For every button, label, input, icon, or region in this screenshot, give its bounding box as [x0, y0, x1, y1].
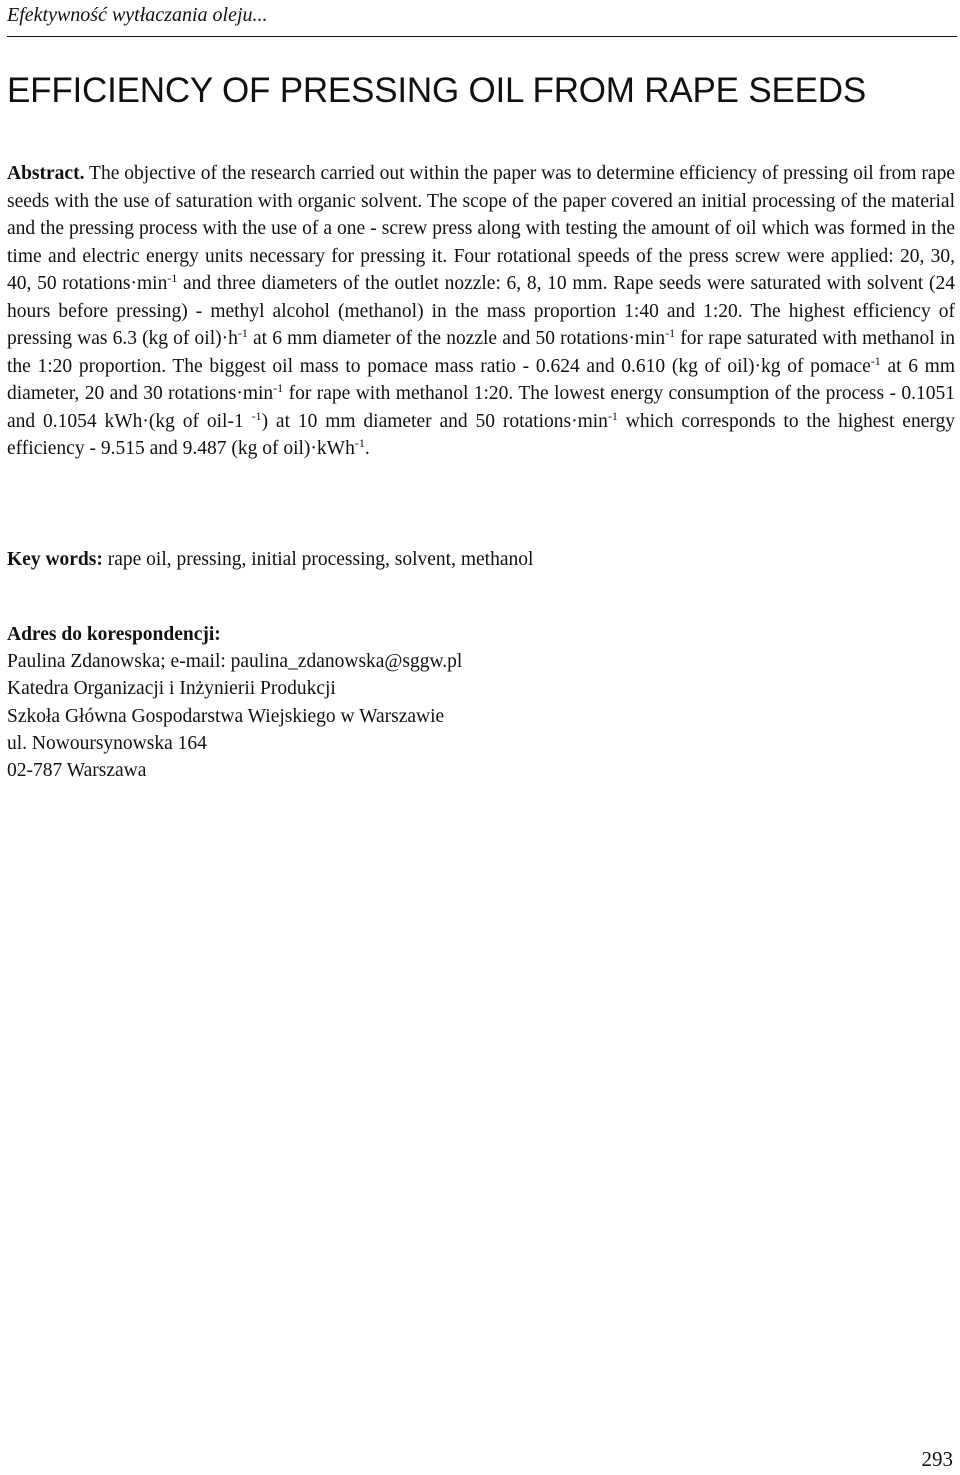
address-line: Paulina Zdanowska; e-mail: paulina_zdanowska@sggw.pl	[7, 651, 463, 673]
abstract-paragraph	[7, 160, 955, 463]
keywords-text: rape oil, pressing, initial processing, solvent, methanol	[102, 549, 534, 570]
unit-exponent: -1	[167, 271, 178, 285]
abstract-text: for rape saturated with methanol in the 1:20 proportion. The biggest oil mass to pomace mass ratio - 0.624 and 0.610 (kg of oil)·kg of pomace	[7, 328, 956, 377]
abstract-text: .	[364, 438, 370, 459]
address-label: Adres do korespondencji:	[7, 624, 221, 645]
abstract-text: ) at 10 mm diameter and 50 rotations·min	[261, 410, 608, 432]
abstract-text: at 6 mm diameter of the nozzle and 50 rotations·min	[247, 328, 666, 349]
unit-exponent: -1	[273, 381, 284, 395]
keywords	[7, 546, 533, 574]
unit-exponent: -1	[870, 353, 881, 368]
address-line: 02-787 Warszawa	[7, 760, 147, 782]
unit-exponent: -1	[354, 436, 365, 450]
header-rule	[7, 36, 957, 37]
abstract-text: The objective of the research carried out within the paper was to determine efficiency of pressing oil from rape seeds with the use of saturation with organic solvent. The scope of the paper covered an initial processing of the material and the pressing process with the use of a one - screw press along with testing the amount of oil which was formed in the time and electric energy units necessary for pressing it. Four rotational speeds of the press screw were applied: 20, 30, 40, 50 rotations·min	[7, 163, 955, 294]
unit-exponent: -1	[237, 326, 248, 340]
unit-exponent: -1	[251, 408, 262, 423]
address-line: ul. Nowoursynowska 164	[7, 732, 207, 754]
abstract-text: which corresponds to the highest energy efficiency - 9.515 and 9.487 (kg of oil)·kWh	[7, 410, 956, 459]
abstract-text: for rape with methanol 1:20. The lowest energy consumption of the process - 0.1051 and 0.1054 kWh·(kg of oil-1	[7, 383, 956, 432]
keywords-label: Key words:	[7, 549, 103, 570]
correspondence-address	[7, 621, 462, 784]
paper-title: EFFICIENCY OF PRESSING OIL FROM RAPE SEEDS	[7, 71, 866, 110]
address-line: Katedra Organizacji i Inżynierii Produkcji	[7, 678, 336, 700]
running-head: Efektywność wytłaczania oleju...	[7, 4, 268, 26]
address-line: Szkoła Główna Gospodarstwa Wiejskiego w Warszawie	[7, 705, 445, 727]
page-number: 293	[921, 1447, 953, 1471]
abstract-text: at 6 mm diameter, 20 and 30 rotations·min	[7, 355, 955, 404]
abstract-label: Abstract.	[7, 163, 85, 184]
unit-exponent: -1	[665, 326, 676, 340]
unit-exponent: -1	[607, 408, 618, 423]
abstract-text: and three diameters of the outlet nozzle: 6, 8, 10 mm. Rape seeds were saturated with solvent (24 hours before pressing) - methyl alcohol (methanol) in the mass proportion 1:40 and 1:20. The highest efficiency of pressing was 6.3 (kg of oil)·h	[7, 273, 955, 349]
